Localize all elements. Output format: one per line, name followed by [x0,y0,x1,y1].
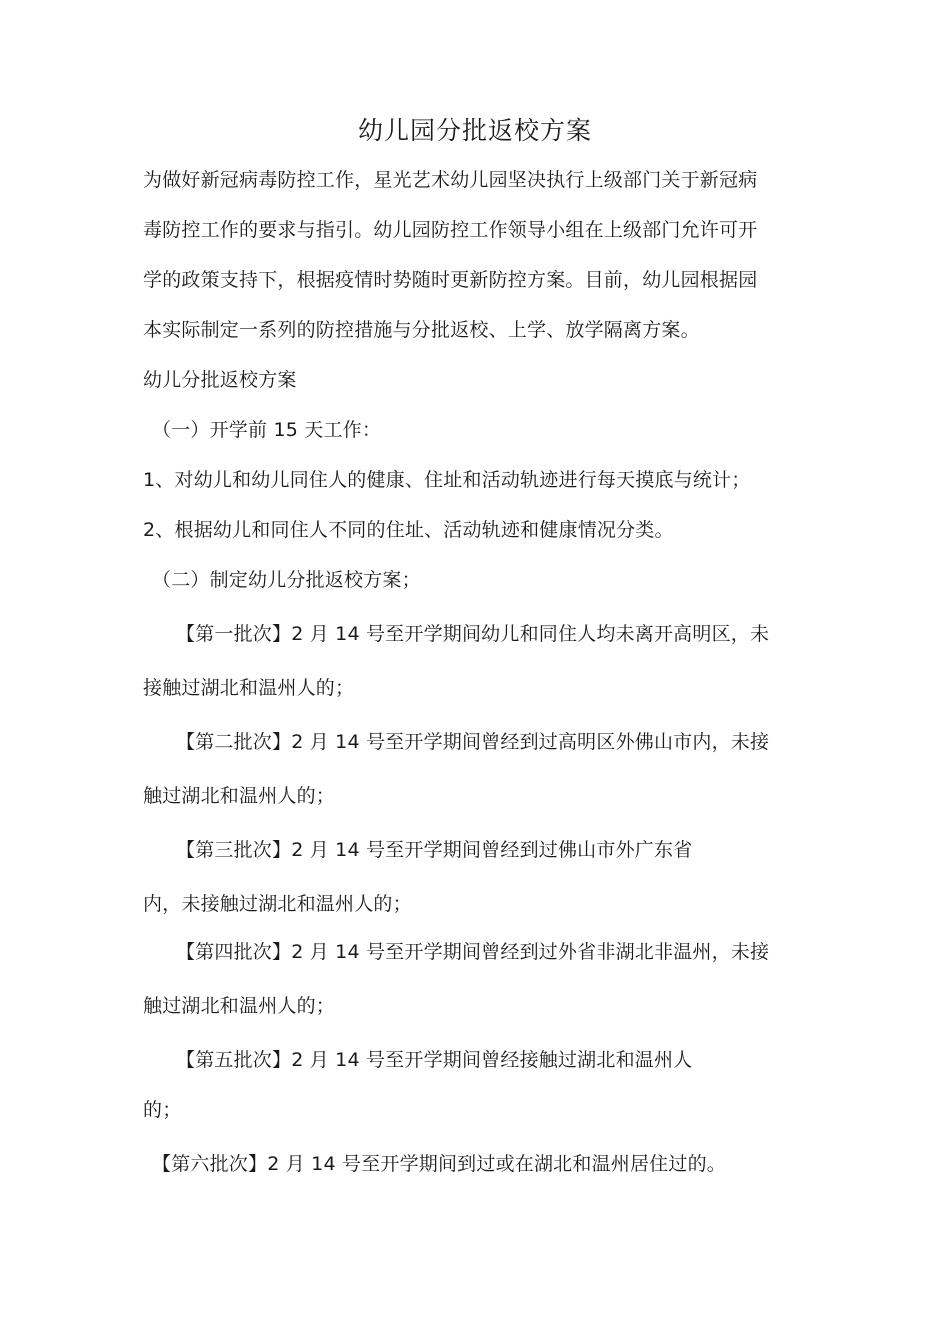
intro-line-4: 本实际制定一系列的防控措施与分批返校、上学、放学隔离方案。 [143,319,700,341]
intro-line-2: 毒防控工作的要求与指引。幼儿园防控工作领导小组在上级部门允许可开 [143,219,758,241]
batch-3-line-2: 内，未接触过湖北和温州人的； [143,893,412,915]
intro-line-1: 为做好新冠病毒防控工作，星光艺术幼儿园坚决执行上级部门关于新冠病 [143,169,758,191]
batch-1-line-2: 接触过湖北和温州人的； [143,677,355,699]
part1-item-1: 1、对幼儿和幼儿同住人的健康、住址和活动轨迹进行每天摸底与统计； [143,469,751,491]
intro-line-3: 学的政策支持下，根据疫情时势随时更新防控方案。目前，幼儿园根据园 [143,269,758,291]
part2-heading: （二）制定幼儿分批返校方案； [152,569,421,591]
batch-4-line-2: 触过湖北和温州人的； [143,995,336,1017]
batch-1-line-1: 【第一批次】2 月 14 号至开学期间幼儿和同住人均未离开高明区，未 [176,623,770,645]
batch-5-line-1: 【第五批次】2 月 14 号至开学期间曾经接触过湖北和温州人 [176,1049,693,1071]
batch-6-line-1: 【第六批次】2 月 14 号至开学期间到过或在湖北和温州居住过的。 [152,1153,726,1175]
part1-item-2: 2、根据幼儿和同住人不同的住址、活动轨迹和健康情况分类。 [143,519,674,541]
batch-5-line-2: 的； [143,1099,182,1121]
batch-2-line-1: 【第二批次】2 月 14 号至开学期间曾经到过高明区外佛山市内，未接 [176,731,770,753]
part1-heading: （一）开学前 15 天工作： [152,419,382,441]
batch-3-line-1: 【第三批次】2 月 14 号至开学期间曾经到过佛山市外广东省 [176,839,693,861]
batch-4-line-1: 【第四批次】2 月 14 号至开学期间曾经到过外省非湖北非温州，未接 [176,941,770,963]
batch-2-line-2: 触过湖北和温州人的； [143,785,336,807]
document-title: 幼儿园分批返校方案 [357,116,592,145]
section-heading: 幼儿分批返校方案 [143,369,297,391]
